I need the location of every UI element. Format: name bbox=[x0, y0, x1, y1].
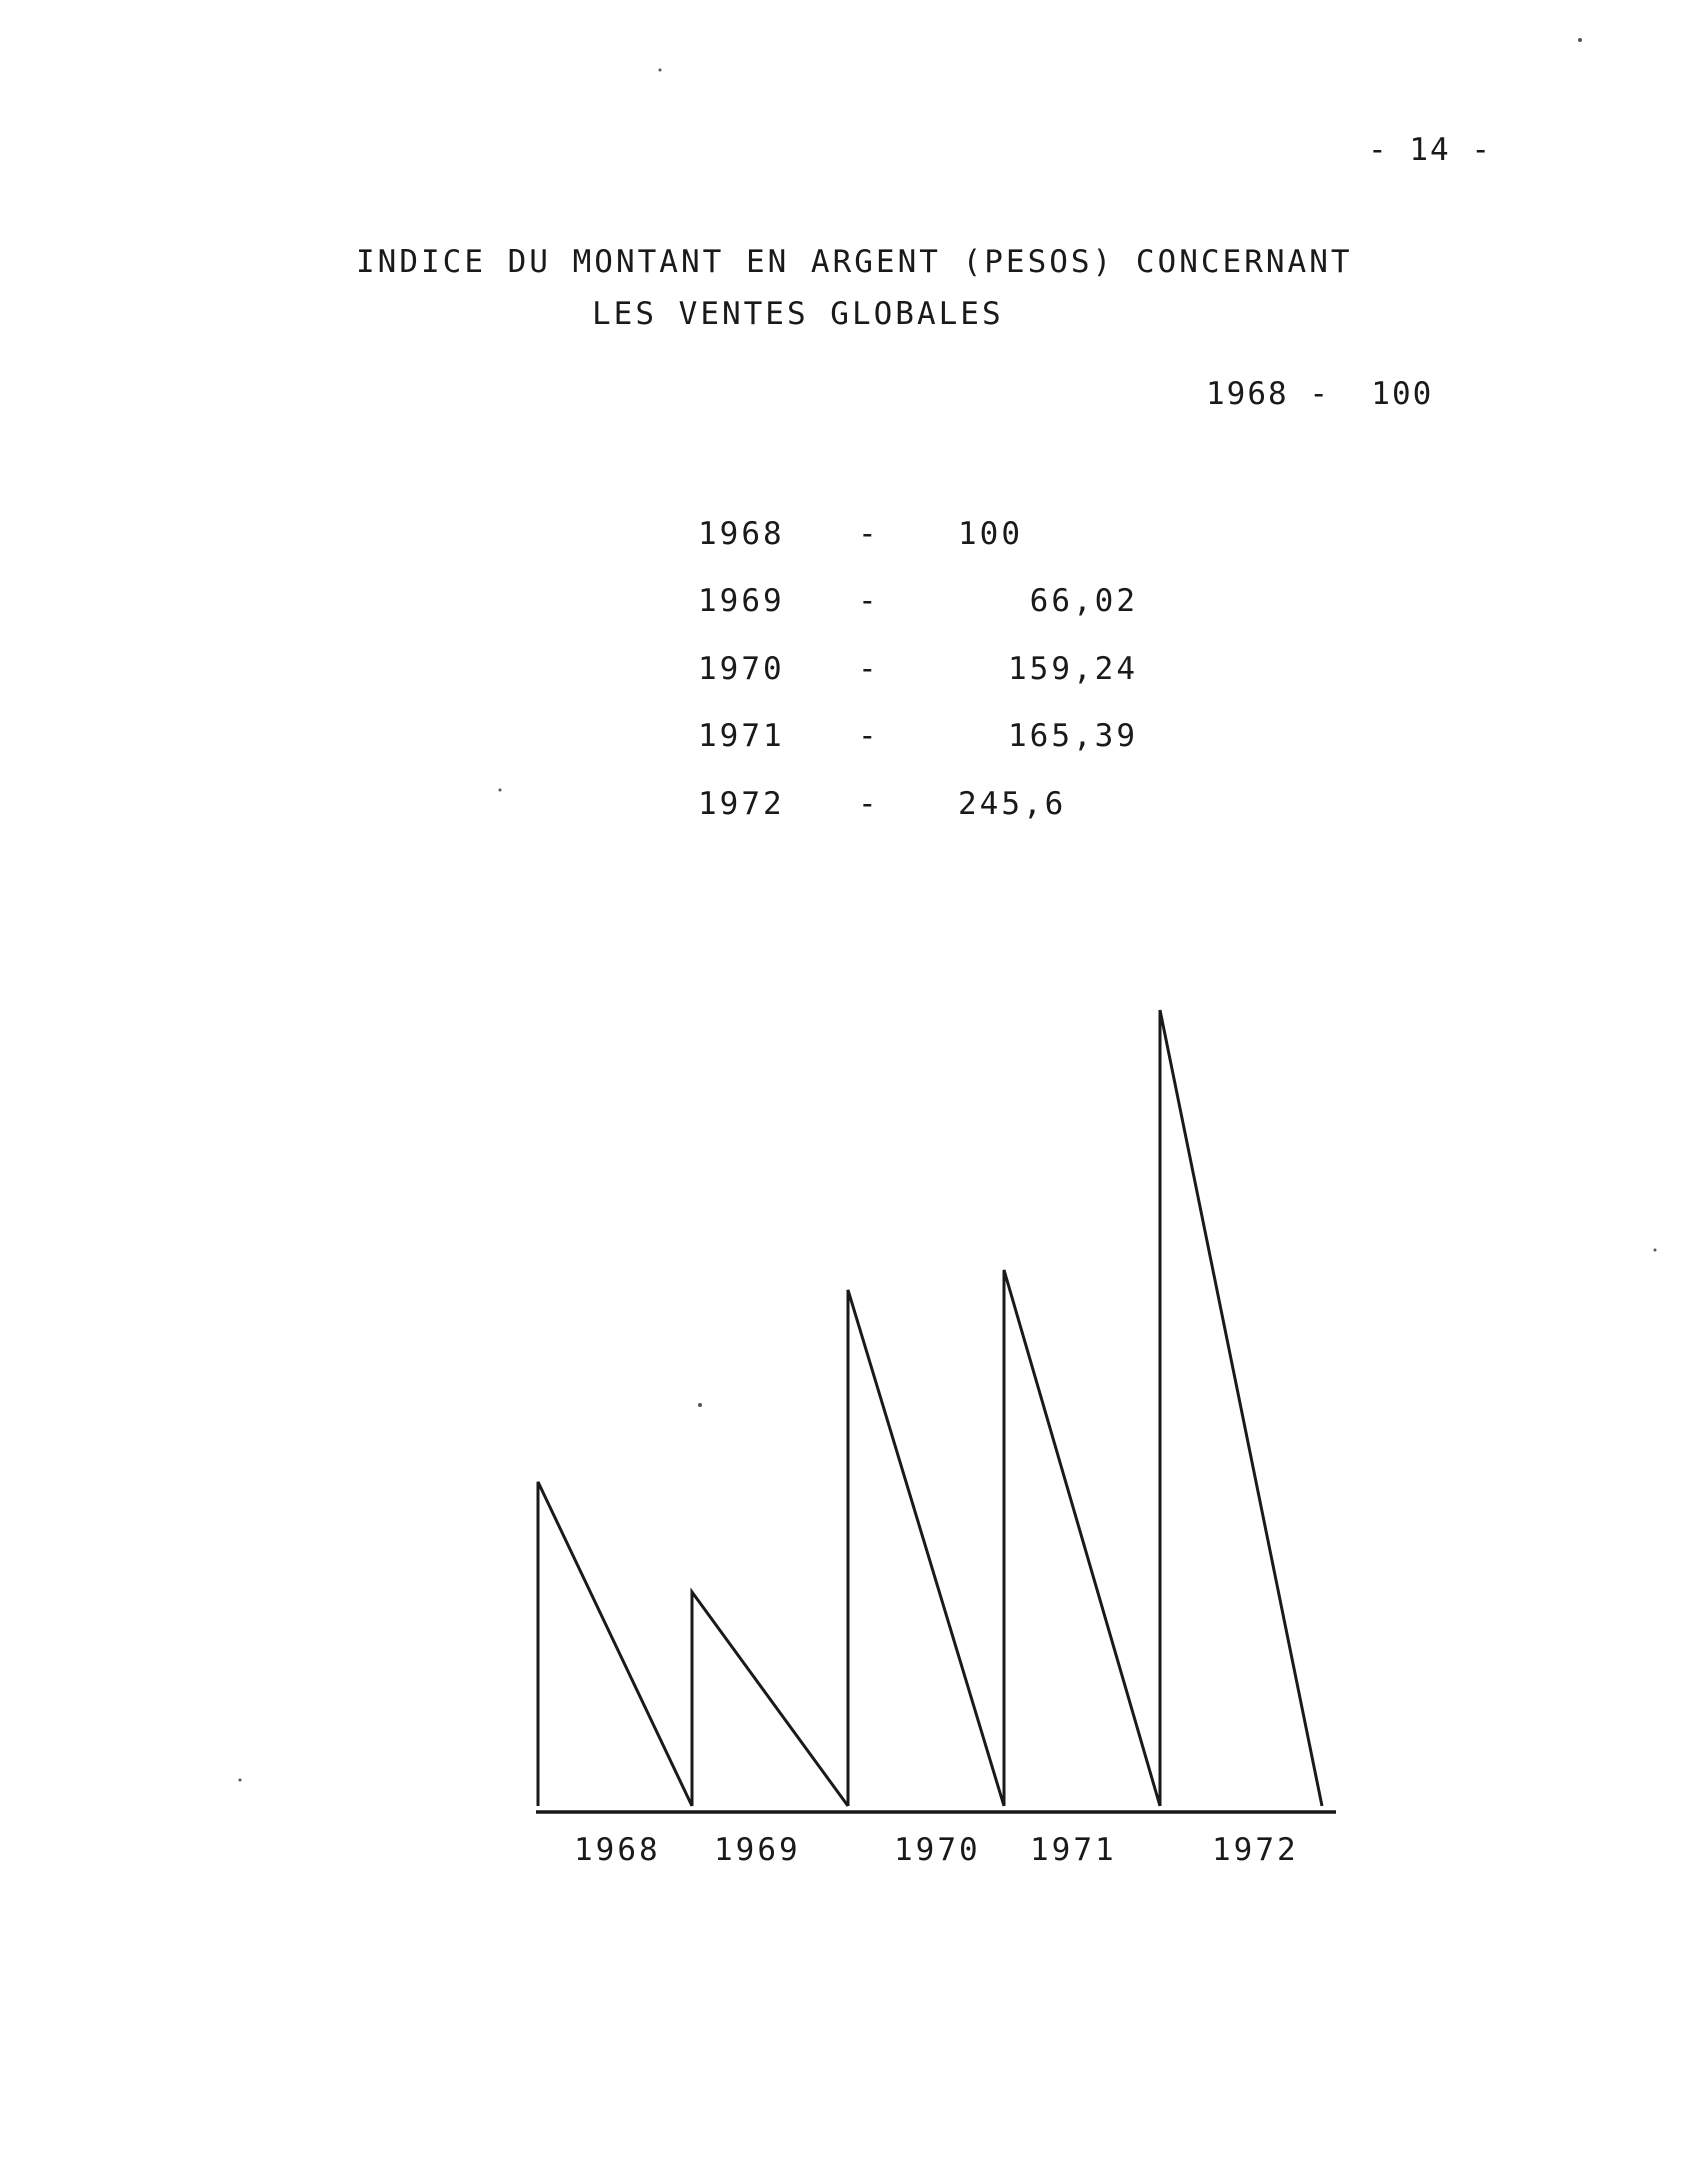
table-value-cell: 100 bbox=[958, 515, 1023, 552]
page-number: - 14 - bbox=[1368, 132, 1492, 168]
chart-bar-1970 bbox=[848, 1290, 1004, 1806]
x-tick-label: 1970 bbox=[894, 1832, 981, 1868]
chart-marks bbox=[538, 1010, 1322, 1806]
document-title-line-1: INDICE DU MONTANT EN ARGENT (PESOS) CONCERNANT bbox=[356, 244, 1353, 280]
table-year-cell: 1968 bbox=[698, 515, 785, 552]
chart-bar-1969 bbox=[692, 1592, 848, 1806]
chart-bar-1972 bbox=[1160, 1010, 1322, 1806]
table-value-cell: 159,24 bbox=[1008, 650, 1138, 687]
x-tick-label: 1972 bbox=[1212, 1832, 1299, 1868]
chart-bar-1971 bbox=[1004, 1270, 1160, 1806]
chart-tick-labels bbox=[574, 1832, 1299, 1868]
table-value-cell: 66,02 bbox=[1029, 583, 1138, 620]
x-tick-label: 1969 bbox=[714, 1832, 801, 1868]
scan-specks bbox=[239, 38, 1657, 1782]
x-tick-label: 1971 bbox=[1030, 1832, 1117, 1868]
table-year-cell: 1972 bbox=[698, 785, 785, 822]
base-year-note: 1968 - 100 bbox=[1206, 376, 1434, 412]
table-value-cell: 245,6 bbox=[958, 785, 1067, 822]
table-dash-cell: - bbox=[858, 718, 880, 755]
table-year-cell: 1970 bbox=[698, 650, 785, 687]
table-dash-cell: - bbox=[858, 650, 880, 687]
table-value-cell: 165,39 bbox=[1008, 718, 1138, 755]
table-dash-cell: - bbox=[858, 785, 880, 822]
table-dash-cell: - bbox=[858, 515, 880, 552]
document-title-line-2: LES VENTES GLOBALES bbox=[592, 296, 1004, 332]
table-year-cell: 1969 bbox=[698, 583, 785, 620]
x-tick-label: 1968 bbox=[574, 1832, 661, 1868]
chart-bar-1968 bbox=[538, 1482, 692, 1806]
table-dash-cell: - bbox=[858, 583, 880, 620]
table-year-cell: 1971 bbox=[698, 718, 785, 755]
